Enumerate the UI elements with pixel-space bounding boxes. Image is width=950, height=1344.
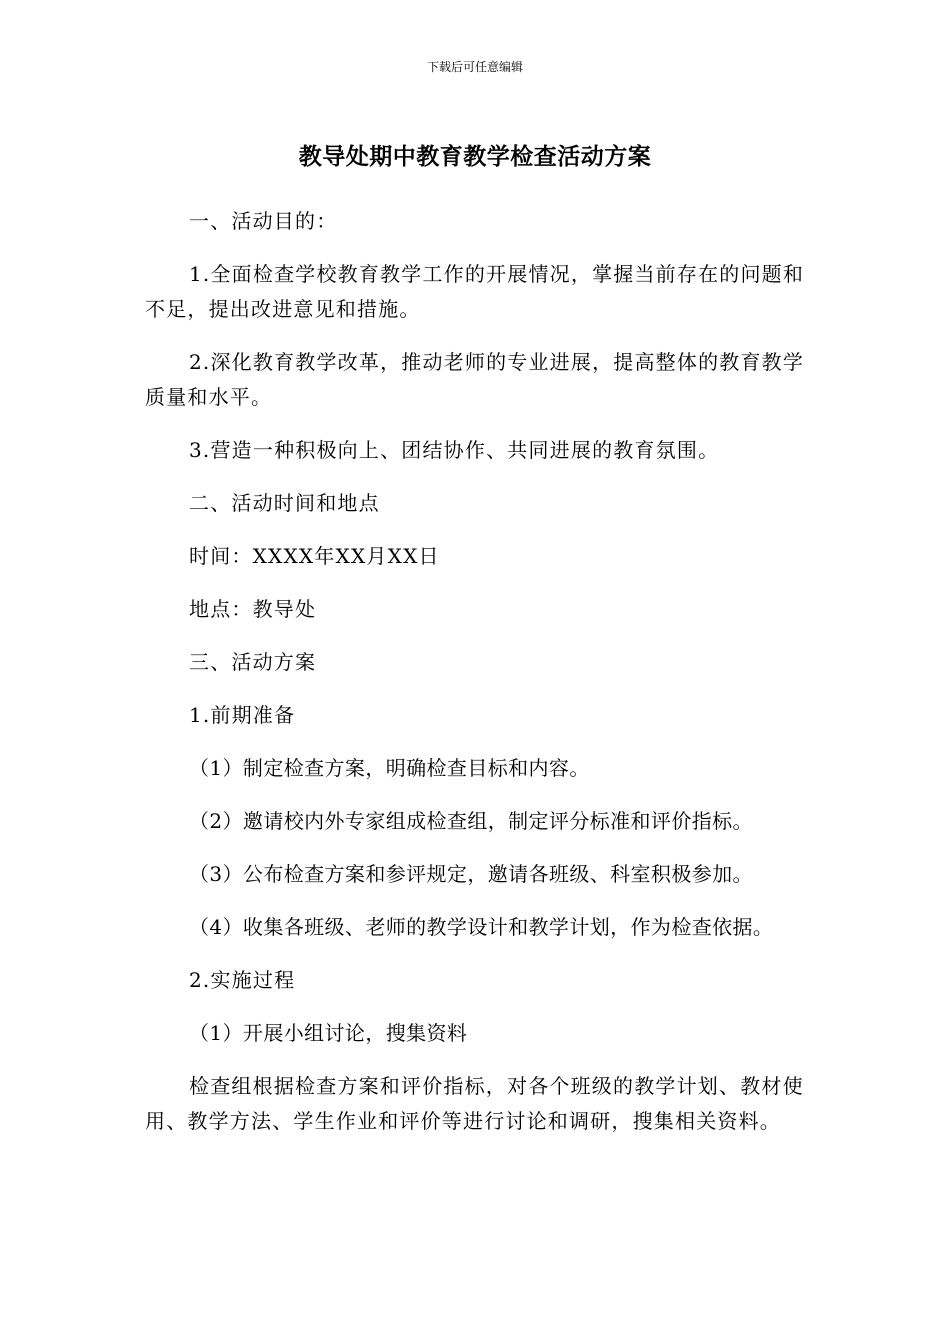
list-item-prep-4: （4）收集各班级、老师的教学设计和教学计划，作为检查依据。 — [189, 915, 774, 939]
document-title: 教导处期中教育教学检查活动方案 — [298, 144, 652, 170]
section-heading-purpose: 一、活动目的： — [189, 209, 338, 233]
section-heading-plan: 三、活动方案 — [189, 650, 317, 674]
subheading-implementation: 2.实施过程 — [189, 968, 296, 992]
paragraph-impl-detail: 检查组根据检查方案和评价指标，对各个班级的教学计划、教材使用、教学方法、学生作业和评价等进行讨论和调研，搜集相关资料。 — [145, 1074, 804, 1133]
list-item-prep-3: （3）公布检查方案和参评规定，邀请各班级、科室积极参加。 — [189, 862, 753, 886]
paragraph-purpose-1: 1.全面检查学校教育教学工作的开展情况，掌握当前存在的问题和不足，提出改进意见和措施。 — [145, 262, 805, 321]
section-heading-time-place: 二、活动时间和地点 — [189, 491, 380, 515]
header-note: 下载后可任意编辑 — [426, 60, 523, 74]
subheading-preparation: 1.前期准备 — [189, 703, 296, 727]
paragraph-place: 地点：教导处 — [189, 597, 317, 621]
list-item-prep-2: （2）邀请校内外专家组成检查组，制定评分标准和评价指标。 — [189, 809, 753, 833]
document-body — [145, 204, 825, 1157]
list-item-impl-1: （1）开展小组讨论，搜集资料 — [189, 1021, 468, 1045]
paragraph-purpose-2: 2.深化教育教学改革，推动老师的专业进展，提高整体的教育教学质量和水平。 — [145, 350, 805, 409]
paragraph-time: 时间：XXXX年XX月XX日 — [189, 544, 440, 568]
paragraph-purpose-3: 3.营造一种积极向上、团结协作、共同进展的教育氛围。 — [189, 438, 720, 462]
list-item-prep-1: （1）制定检查方案，明确检查目标和内容。 — [189, 756, 590, 780]
